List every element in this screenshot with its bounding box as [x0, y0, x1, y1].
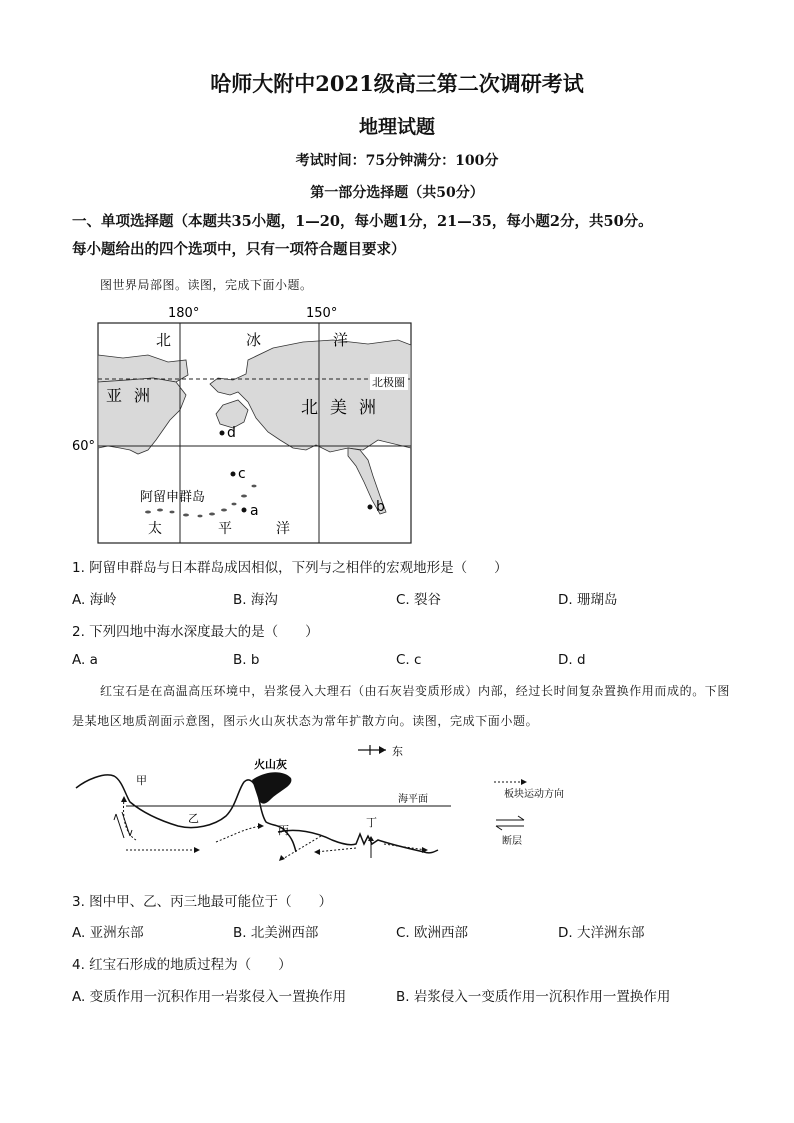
q2-option-c[interactable]: C. c: [396, 652, 422, 668]
q3-option-b[interactable]: B. 北美洲西部: [233, 925, 319, 941]
na-char-3: 洲: [359, 398, 376, 418]
na-char-2: 美: [330, 398, 347, 418]
question-3-stem: 3. 图中甲、乙、丙三地最可能位于（ ）: [72, 894, 333, 910]
legend-fault-label: 断层: [502, 836, 522, 847]
lon-180-label: 180°: [168, 306, 200, 321]
section-line-1: 一、单项选择题（本题共35小题，1—20，每小题1分，21—35，每小题2分，共50分。: [72, 213, 653, 230]
q1-option-c[interactable]: C. 裂谷: [396, 592, 442, 608]
legend-fault-symbol: [496, 816, 524, 830]
q3-option-c[interactable]: C. 欧洲西部: [396, 925, 469, 941]
legend-plate-label: 板块运动方向: [504, 789, 564, 800]
pacific-char-2: 平: [218, 521, 232, 537]
exam-info: 考试时间：75分钟满分：100分: [295, 153, 499, 169]
east-label: 东: [392, 745, 403, 758]
q2-option-d[interactable]: D. d: [558, 652, 586, 668]
fault-symbol-diagram: [114, 812, 132, 838]
world-map-figure: [68, 300, 418, 550]
question-2-stem: 2. 下列四地中海水深度最大的是（ ）: [72, 624, 319, 640]
point-a-label: a: [250, 503, 259, 519]
q3-option-a[interactable]: A. 亚洲东部: [72, 925, 144, 941]
ruby-passage: 红宝石是在高温高压环境中，岩浆侵入大理石（由石灰岩变质形成）内部，经过长时间复杂置换作用而成的。下图是某地区地质剖面示意图，图示火山灰状态为常年扩散方向。读图，完成下面小题。: [72, 684, 731, 728]
pacific-char-3: 洋: [276, 521, 290, 537]
na-char-1: 北: [301, 398, 318, 418]
q3-option-d[interactable]: D. 大洋洲东部: [558, 925, 645, 941]
point-b-label: b: [376, 499, 385, 515]
volcanic-ash-label: 火山灰: [254, 758, 287, 771]
q4-option-a[interactable]: A. 变质作用一沉积作用一岩浆侵入一置换作用: [72, 989, 347, 1005]
q1-option-b[interactable]: B. 海沟: [233, 592, 278, 608]
pacific-char-1: 太: [148, 521, 162, 537]
aleutian-label: 阿留申群岛: [140, 490, 206, 505]
q4-option-b[interactable]: B. 岩浆侵入一变质作用一沉积作用一置换作用: [396, 989, 671, 1005]
arctic-ocean-char-1: 北: [156, 331, 172, 349]
point-d-marker: [220, 431, 225, 436]
exam-title: 哈师大附中2021级高三第二次调研考试: [210, 71, 584, 96]
subject-title: 地理试题: [358, 116, 435, 138]
point-b-marker: [368, 505, 373, 510]
sea-level-label: 海平面: [398, 794, 428, 805]
label-yi: 乙: [188, 812, 199, 825]
label-ding: 丁: [366, 816, 377, 829]
q1-option-d[interactable]: D. 珊瑚岛: [558, 592, 618, 608]
asia-char-1: 亚: [106, 386, 123, 405]
q2-option-b[interactable]: B. b: [233, 652, 260, 668]
east-arrow-head: [379, 746, 386, 754]
question-4-stem: 4. 红宝石形成的地质过程为（ ）: [72, 957, 292, 973]
section-heading: [72, 208, 732, 264]
volcanic-ash-plume: [252, 772, 291, 803]
part-heading: 第一部分选择题（共50分）: [310, 185, 484, 201]
label-bing: 丙: [278, 824, 289, 837]
question-1-stem: 1. 阿留申群岛与日本群岛成因相似，下列与之相伴的宏观地形是（ ）: [72, 560, 508, 576]
asia-char-2: 洲: [134, 386, 151, 405]
section-line-2: 每小题给出的四个选项中，只有一项符合题目要求）: [72, 241, 406, 258]
q1-option-a[interactable]: A. 海岭: [72, 592, 117, 608]
arctic-circle-label: 北极圈: [372, 376, 405, 389]
ocean-floor: [278, 830, 438, 852]
point-d-label: d: [227, 425, 236, 441]
map-intro: 图世界局部图。读图，完成下面小题。: [100, 278, 313, 292]
point-a-marker: [242, 508, 247, 513]
lon-150-label: 150°: [306, 306, 338, 321]
arctic-ocean-char-2: 冰: [246, 331, 262, 349]
q2-option-a[interactable]: A. a: [72, 652, 98, 668]
point-c-marker: [231, 472, 236, 477]
geologic-section-diagram: [66, 740, 586, 870]
plate-motion-arrows: [124, 798, 427, 860]
arctic-ocean-char-3: 洋: [333, 331, 349, 349]
legend-plate-arrowhead: [521, 779, 527, 785]
label-jia: 甲: [136, 774, 147, 787]
lat-60-label: 60°: [72, 439, 96, 454]
point-c-label: c: [238, 466, 246, 482]
